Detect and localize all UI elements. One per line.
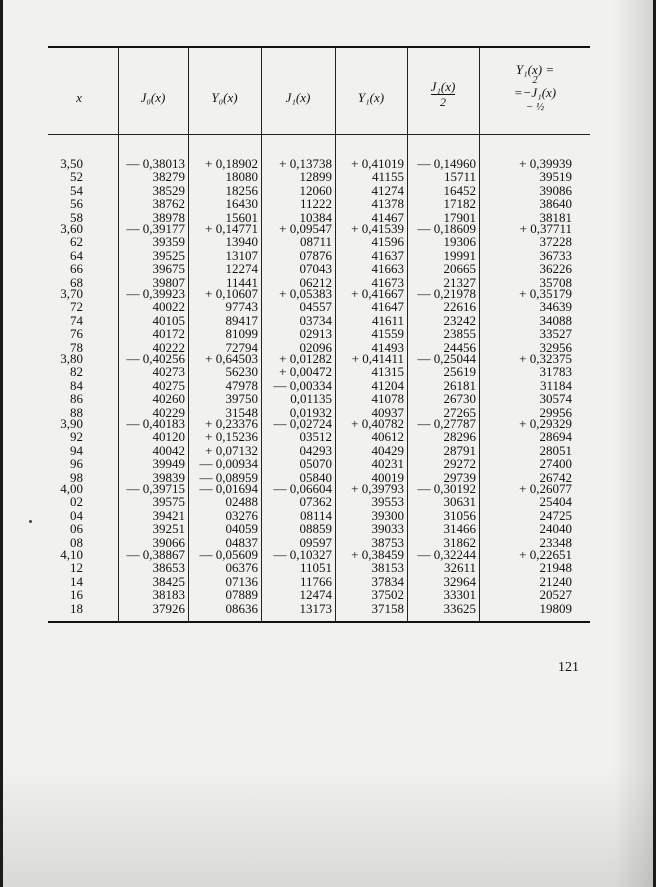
cell-x: 94 — [70, 442, 83, 458]
cell-j0: 38425 — [152, 573, 185, 589]
cell-j0: 38183 — [152, 587, 185, 603]
cell-j0: — 0,40183 — [126, 416, 185, 431]
cell-j12: 27265 — [443, 404, 476, 420]
cell-j1: 0,01932 — [289, 404, 332, 420]
cell-j1: + 0,01282 — [279, 351, 332, 366]
cell-j12: 30631 — [443, 494, 476, 510]
cell-y0: 04837 — [225, 534, 258, 550]
cell-x: 12 — [70, 560, 83, 576]
cell-y0: 56230 — [225, 364, 258, 380]
cell-j1: + 0,13738 — [279, 156, 332, 171]
cell-x: 16 — [70, 587, 83, 603]
cell-j0: 38653 — [152, 560, 185, 576]
cell-x: 96 — [70, 456, 83, 472]
cell-j1: 08114 — [299, 507, 332, 523]
cell-y12: + 0,37711 — [519, 221, 572, 236]
cell-y0: + 0,23376 — [205, 416, 258, 431]
cell-y0: 08636 — [225, 600, 258, 616]
cell-j12: 15711 — [443, 169, 476, 185]
cell-y12: 38181 — [539, 209, 572, 225]
cell-y1: + 0,41539 — [351, 221, 404, 236]
cell-j12: — 0,25044 — [417, 351, 476, 366]
cell-j1: 10384 — [299, 209, 332, 225]
cell-j0: 39525 — [152, 247, 185, 263]
cell-y0: 15601 — [225, 209, 258, 225]
cell-x: 84 — [70, 377, 83, 393]
cell-y0: + 0,15236 — [205, 429, 258, 445]
cell-j1: 11766 — [299, 573, 332, 589]
cell-j12: 33625 — [443, 600, 476, 616]
cell-y12: 24725 — [539, 507, 572, 523]
header-y1-half — [482, 62, 588, 115]
cell-j12: 19991 — [443, 247, 476, 263]
cell-x: 4,00 — [60, 481, 83, 496]
cell-j0: 39675 — [152, 261, 185, 277]
cell-j12: 23242 — [443, 312, 476, 328]
table-header-rule — [48, 134, 590, 135]
cell-y12: 36226 — [539, 261, 572, 277]
cell-j0: 39251 — [152, 521, 185, 537]
cell-y0: 39750 — [225, 391, 258, 407]
header-y1-half-line2b: − ½ — [525, 101, 545, 113]
cell-x: 14 — [70, 573, 83, 589]
cell-j0: — 0,39177 — [126, 221, 185, 236]
cell-y12: 36733 — [539, 247, 572, 263]
cell-y0: + 0,64503 — [205, 351, 258, 366]
cell-y1: 39300 — [371, 507, 404, 523]
cell-y0: 07889 — [225, 587, 258, 603]
cell-y1: 40429 — [371, 442, 404, 458]
cell-y0: 07136 — [225, 573, 258, 589]
cell-y1: 41078 — [371, 391, 404, 407]
cell-x: 88 — [70, 404, 83, 420]
cell-y0: + 0,18902 — [205, 156, 258, 171]
cell-y12: 34639 — [539, 299, 572, 315]
cell-j1: 12060 — [299, 182, 332, 198]
cell-j0: — 0,38867 — [126, 547, 185, 562]
cell-j1: 03512 — [299, 429, 332, 445]
cell-j1: 13173 — [299, 600, 332, 616]
cell-y12: 39086 — [539, 182, 572, 198]
cell-j1: 11051 — [299, 560, 332, 576]
cell-y1: 41663 — [371, 261, 404, 277]
cell-j0: — 0,40256 — [126, 351, 185, 366]
cell-y0: — 0,01694 — [199, 481, 258, 496]
cell-x: 3,70 — [60, 286, 83, 301]
cell-y12: + 0,29329 — [519, 416, 572, 431]
cell-y1: 41378 — [371, 196, 404, 212]
cell-j12: 25619 — [443, 364, 476, 380]
cell-j0: 40042 — [152, 442, 185, 458]
cell-y1: 37834 — [371, 573, 404, 589]
cell-y1: 40612 — [371, 429, 404, 445]
cell-y12: 39519 — [539, 169, 572, 185]
cell-y0: 89417 — [225, 312, 258, 328]
cell-y12: 20527 — [539, 587, 572, 603]
cell-j12: — 0,14960 — [417, 156, 476, 171]
cell-y1: 41647 — [371, 299, 404, 315]
cell-y0: 02488 — [225, 494, 258, 510]
cell-j0: 39807 — [152, 274, 185, 290]
cell-j12: 17182 — [443, 196, 476, 212]
cell-j12: 19306 — [443, 234, 476, 250]
cell-x: 82 — [70, 364, 83, 380]
cell-j0: 38529 — [152, 182, 185, 198]
cell-j12: 24456 — [443, 339, 476, 355]
cell-j0: 39066 — [152, 534, 185, 550]
cell-j1: 08859 — [299, 521, 332, 537]
cell-y0: 18080 — [225, 169, 258, 185]
book-page — [3, 0, 653, 887]
table-bottom-rule — [48, 621, 590, 623]
cell-y1: + 0,38459 — [351, 547, 404, 562]
cell-j12: 20665 — [443, 261, 476, 277]
cell-y12: 30574 — [539, 391, 572, 407]
cell-j1: 04557 — [299, 299, 332, 315]
cell-j12: 22616 — [443, 299, 476, 315]
cell-y12: + 0,39939 — [519, 156, 572, 171]
cell-x: 18 — [70, 600, 83, 616]
cell-j1: — 0,10327 — [273, 547, 332, 562]
cell-y0: + 0,07132 — [205, 442, 258, 458]
cell-y1: 40231 — [371, 456, 404, 472]
cell-y1: + 0,41411 — [351, 351, 404, 366]
cell-j12: 33301 — [443, 587, 476, 603]
cell-j0: 38762 — [152, 196, 185, 212]
cell-y0: 18256 — [225, 182, 258, 198]
cell-y1: 41274 — [371, 182, 404, 198]
header-y0: Y₀(x) — [211, 90, 238, 105]
cell-x: 74 — [70, 312, 83, 328]
cell-j12: 31056 — [443, 507, 476, 523]
cell-j0: — 0,38013 — [126, 156, 185, 171]
cell-j0: — 0,39715 — [126, 481, 185, 496]
cell-x: 76 — [70, 326, 83, 342]
header-j1-half-den: 2 — [440, 95, 446, 109]
cell-j1: — 0,06604 — [273, 481, 332, 496]
cell-y0: — 0,08959 — [199, 469, 258, 485]
cell-j12: 31862 — [443, 534, 476, 550]
cell-j12: 16452 — [443, 182, 476, 198]
cell-y0: — 0,00934 — [199, 456, 258, 472]
cell-x: 68 — [70, 274, 83, 290]
cell-y12: 19809 — [539, 600, 572, 616]
cell-j12: 23855 — [443, 326, 476, 342]
cell-y12: 28694 — [539, 429, 572, 445]
cell-j12: — 0,18609 — [417, 221, 476, 236]
cell-y0: 06376 — [225, 560, 258, 576]
cell-y1: 41611 — [371, 312, 404, 328]
cell-y12: 27400 — [539, 456, 572, 472]
cell-j0: — 0,39923 — [126, 286, 185, 301]
header-y1-half-sub: 2 — [532, 75, 538, 86]
cell-j12: — 0,30192 — [417, 481, 476, 496]
cell-y0: 97743 — [225, 299, 258, 315]
cell-y12: 25404 — [539, 494, 572, 510]
cell-y1: + 0,39793 — [351, 481, 404, 496]
cell-y12: 24040 — [539, 521, 572, 537]
cell-j1: 05070 — [299, 456, 332, 472]
cell-y1: + 0,41019 — [351, 156, 404, 171]
header-x: x — [76, 90, 82, 105]
cell-y12: 35708 — [539, 274, 572, 290]
cell-j1: 02096 — [299, 339, 332, 355]
cell-y1: 40019 — [371, 469, 404, 485]
cell-x: 3,60 — [60, 221, 83, 236]
header-y1-half-line1: Y₁(x) = — [515, 62, 555, 77]
header-j0: J₀(x) — [140, 90, 166, 105]
cell-y1: + 0,41667 — [351, 286, 404, 301]
cell-y1: 41596 — [371, 234, 404, 250]
cell-j0: 40120 — [152, 429, 185, 445]
cell-y12: 34088 — [539, 312, 572, 328]
cell-x: 62 — [70, 234, 83, 250]
cell-y1: 41155 — [371, 169, 404, 185]
cell-x: 06 — [70, 521, 83, 537]
cell-y12: 38640 — [539, 196, 572, 212]
cell-j0: 40275 — [152, 377, 185, 393]
cell-y12: 31184 — [539, 377, 572, 393]
cell-y1: 37502 — [371, 587, 404, 603]
header-j1-half — [410, 80, 476, 109]
cell-j1: 07362 — [299, 494, 332, 510]
cell-j1: 07876 — [299, 247, 332, 263]
cell-x: 98 — [70, 469, 83, 485]
cell-y1: 38753 — [371, 534, 404, 550]
page-number: 121 — [558, 660, 579, 675]
cell-x: 58 — [70, 209, 83, 225]
cell-j1: + 0,05383 — [279, 286, 332, 301]
cell-x: 04 — [70, 507, 83, 523]
cell-j1: 03734 — [299, 312, 332, 328]
cell-y0: 31548 — [225, 404, 258, 420]
cell-y1: 37158 — [371, 600, 404, 616]
cell-j0: 40222 — [152, 339, 185, 355]
cell-y12: 31783 — [539, 364, 572, 380]
cell-x: 78 — [70, 339, 83, 355]
cell-y0: 04059 — [225, 521, 258, 537]
cell-j12: 32611 — [443, 560, 476, 576]
cell-y0: 13940 — [225, 234, 258, 250]
table-top-rule — [48, 46, 590, 48]
cell-y0: 13107 — [225, 247, 258, 263]
cell-y12: + 0,32375 — [519, 351, 572, 366]
cell-y0: 81099 — [225, 326, 258, 342]
header-y1: Y₁(x) — [357, 90, 385, 105]
cell-y0: 72794 — [225, 339, 258, 355]
cell-j12: 17901 — [443, 209, 476, 225]
cell-j12: — 0,27787 — [417, 416, 476, 431]
cell-j12: 31466 — [443, 521, 476, 537]
cell-y1: 40937 — [371, 404, 404, 420]
cell-y12: 23348 — [539, 534, 572, 550]
cell-x: 54 — [70, 182, 83, 198]
cell-y1: 41637 — [371, 247, 404, 263]
cell-x: 64 — [70, 247, 83, 263]
cell-y1: 38153 — [371, 560, 404, 576]
cell-y12: 21240 — [539, 573, 572, 589]
cell-y0: 47978 — [225, 377, 258, 393]
cell-y0: 03276 — [225, 507, 258, 523]
cell-j0: 40022 — [152, 299, 185, 315]
header-y1-half-line2: =−J₁(x) — [513, 85, 557, 100]
cell-j1: 06212 — [299, 274, 332, 290]
cell-y12: 21948 — [539, 560, 572, 576]
cell-j0: 40260 — [152, 391, 185, 407]
cell-y1: 41315 — [371, 364, 404, 380]
cell-j1: 04293 — [299, 442, 332, 458]
cell-y1: 41493 — [371, 339, 404, 355]
cell-y12: 26742 — [539, 469, 572, 485]
cell-y1: 41559 — [371, 326, 404, 342]
cell-j1: 12474 — [299, 587, 332, 603]
cell-y0: + 0,14771 — [205, 221, 258, 236]
cell-x: 72 — [70, 299, 83, 315]
cell-j1: 08711 — [299, 234, 332, 250]
cell-x: 86 — [70, 391, 83, 407]
cell-x: 3,50 — [60, 156, 83, 171]
cell-j12: 29739 — [443, 469, 476, 485]
cell-j0: 39421 — [152, 507, 185, 523]
cell-j12: 32964 — [443, 573, 476, 589]
cell-y1: 39553 — [371, 494, 404, 510]
cell-j12: — 0,21978 — [417, 286, 476, 301]
cell-y12: 28051 — [539, 442, 572, 458]
cell-y12: + 0,26077 — [519, 481, 572, 496]
cell-j1: — 0,00334 — [273, 377, 332, 393]
cell-x: 08 — [70, 534, 83, 550]
cell-y1: 41673 — [371, 274, 404, 290]
cell-y1: + 0,40782 — [351, 416, 404, 431]
page-shadow — [613, 0, 653, 887]
cell-x: 92 — [70, 429, 83, 445]
cell-j0: 39359 — [152, 234, 185, 250]
cell-j1: 0,01135 — [290, 391, 332, 407]
cell-j0: 39839 — [152, 469, 185, 485]
cell-j1: 12899 — [299, 169, 332, 185]
cell-y12: + 0,35179 — [519, 286, 572, 301]
cell-y12: 29956 — [539, 404, 572, 420]
cell-j12: 28296 — [443, 429, 476, 445]
cell-y1: 41467 — [371, 209, 404, 225]
cell-j0: 38978 — [152, 209, 185, 225]
header-j1: J₁(x) — [285, 90, 311, 105]
cell-y12: + 0,22651 — [519, 547, 572, 562]
cell-y0: 11441 — [225, 274, 258, 290]
cell-j1: + 0,00472 — [279, 364, 332, 380]
page-shadow-bottom — [3, 767, 653, 887]
cell-j12: 26181 — [443, 377, 476, 393]
cell-x: 4,10 — [60, 547, 83, 562]
cell-j1: 05840 — [299, 469, 332, 485]
cell-j12: 21327 — [443, 274, 476, 290]
cell-j0: 40229 — [152, 404, 185, 420]
cell-y12: 33527 — [539, 326, 572, 342]
cell-j1: 02913 — [299, 326, 332, 342]
cell-y0: 12274 — [225, 261, 258, 277]
cell-j12: 28791 — [443, 442, 476, 458]
speck — [29, 520, 32, 523]
cell-x: 52 — [70, 169, 83, 185]
cell-j12: — 0,32244 — [417, 547, 476, 562]
cell-j1: 11222 — [299, 196, 332, 212]
cell-j0: 40172 — [152, 326, 185, 342]
cell-j0: 39949 — [152, 456, 185, 472]
cell-j1: + 0,09547 — [279, 221, 332, 236]
cell-x: 3,90 — [60, 416, 83, 431]
cell-y1: 41204 — [371, 377, 404, 393]
cell-y12: 32956 — [539, 339, 572, 355]
cell-j1: 09597 — [299, 534, 332, 550]
cell-y0: — 0,05609 — [199, 547, 258, 562]
header-j1-half-num: J₁(x) — [430, 79, 456, 94]
cell-j0: 37926 — [152, 600, 185, 616]
cell-y1: 39033 — [371, 521, 404, 537]
cell-j0: 38279 — [152, 169, 185, 185]
cell-x: 02 — [70, 494, 83, 510]
cell-j0: 39575 — [152, 494, 185, 510]
cell-j0: 40105 — [152, 312, 185, 328]
cell-x: 66 — [70, 261, 83, 277]
cell-y12: 37228 — [539, 234, 572, 250]
cell-y0: + 0,10607 — [205, 286, 258, 301]
cell-x: 56 — [70, 196, 83, 212]
cell-j0: 40273 — [152, 364, 185, 380]
cell-j12: 29272 — [443, 456, 476, 472]
cell-j1: — 0,02724 — [273, 416, 332, 431]
cell-j1: 07043 — [299, 261, 332, 277]
cell-j12: 26730 — [443, 391, 476, 407]
cell-x: 3,80 — [60, 351, 83, 366]
cell-y0: 16430 — [225, 196, 258, 212]
